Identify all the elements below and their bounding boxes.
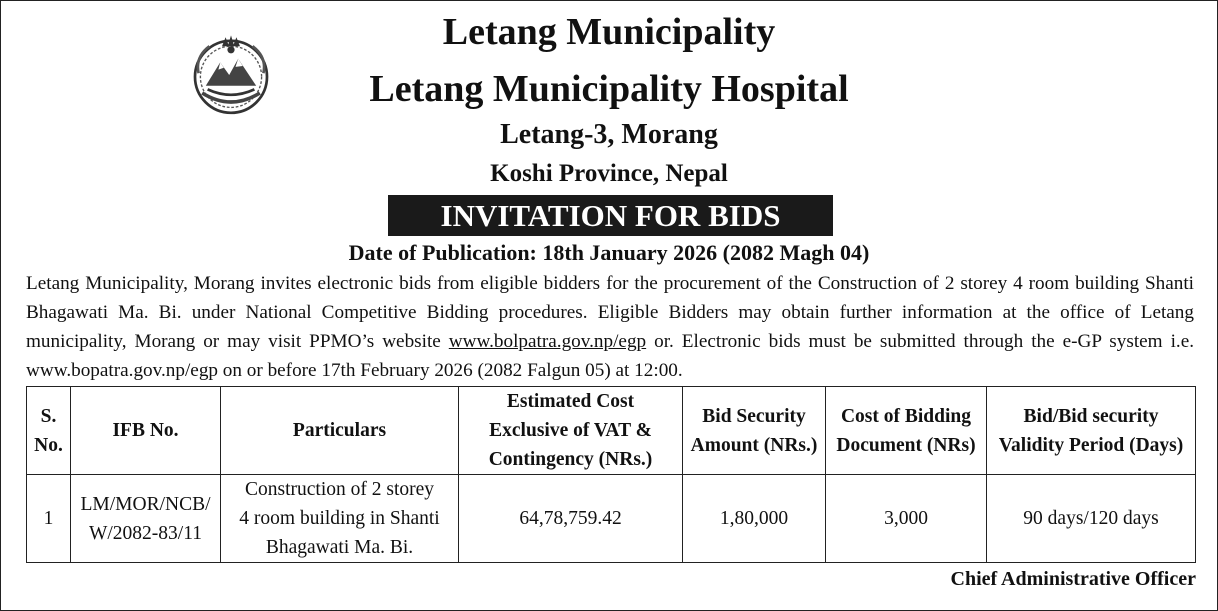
- invitation-banner: INVITATION FOR BIDS: [388, 195, 833, 236]
- notice-text-part2: or. Electronic bids must be submitted through the e-GP system i.e. www.bopatra.gov.np/egp on or before 17th February 2026 (2082 Falgun 05) at 12:00.: [26, 331, 1195, 381]
- header-estimated-cost: Estimated Cost Exclusive of VAT & Contingency (NRs.): [459, 387, 683, 475]
- header-sno: S. No.: [27, 387, 71, 475]
- cell-document-cost: 3,000: [826, 475, 987, 563]
- bid-table: [26, 386, 1196, 563]
- cell-estimated-cost: 64,78,759.42: [459, 475, 683, 563]
- cell-bid-security: 1,80,000: [683, 475, 826, 563]
- cell-ifb-no: LM/MOR/NCB/ W/2082-83/11: [71, 475, 221, 563]
- header-document-cost: Cost of Bidding Document (NRs): [826, 387, 987, 475]
- cell-validity: 90 days/120 days: [987, 475, 1196, 563]
- hospital-title: Letang Municipality Hospital: [369, 68, 849, 110]
- municipality-title: Letang Municipality: [442, 11, 776, 53]
- notice-text-part1: Letang Municipality, Morang invites electronic bids from eligible bidders for the procurement of the Construction of 2 storey 4 room building Shanti Bhagawati Ma. Bi. under National Competitive Bidding procedures. Eligible Bidders may obtain further information at the office of Letang municipality, Morang or may visit PPMO’s website: [26, 273, 1194, 352]
- signatory-title: Chief Administrative Officer: [950, 568, 1196, 590]
- cell-sno: 1: [27, 475, 71, 563]
- table-row: [27, 475, 1196, 563]
- header-bid-security: Bid Security Amount (NRs.): [683, 387, 826, 475]
- header-particulars: Particulars: [221, 387, 459, 475]
- header-validity: Bid/Bid security Validity Period (Days): [987, 387, 1196, 475]
- province-line: Koshi Province, Nepal: [490, 160, 728, 187]
- notice-body: [26, 269, 1194, 385]
- table-header-row: [27, 387, 1196, 475]
- cell-particulars: Construction of 2 storey 4 room building in Shanti Bhagawati Ma. Bi.: [221, 475, 459, 563]
- address-line: Letang-3, Morang: [500, 119, 718, 150]
- bolpatra-link[interactable]: www.bolpatra.gov.np/egp: [448, 331, 647, 352]
- header-ifb-no: IFB No.: [71, 387, 221, 475]
- publication-date: Date of Publication: 18th January 2026 (2082 Magh 04): [348, 240, 870, 265]
